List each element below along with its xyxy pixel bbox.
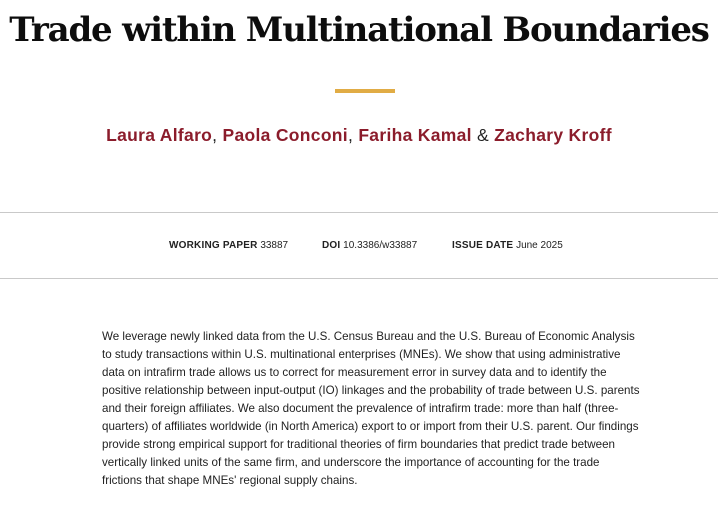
author-link[interactable]: Paola Conconi <box>222 125 348 145</box>
doi-meta <box>322 240 417 251</box>
working-paper-label: WORKING PAPER <box>169 240 258 251</box>
paper-title: Trade within Multinational Boundaries <box>9 10 709 50</box>
author-separator: & <box>477 125 489 145</box>
divider-bottom <box>0 278 718 279</box>
title-accent-rule <box>335 89 395 93</box>
working-paper-meta <box>169 240 288 251</box>
author-link[interactable]: Fariha Kamal <box>358 125 472 145</box>
author-link[interactable]: Zachary Kroff <box>494 125 612 145</box>
issue-date-value: June 2025 <box>516 240 563 251</box>
divider-top <box>0 212 718 213</box>
issue-date-meta <box>452 240 563 251</box>
doi-value[interactable]: 10.3386/w33887 <box>343 240 418 251</box>
author-separator: , <box>212 125 218 145</box>
author-separator: , <box>347 125 354 145</box>
issue-date-label: ISSUE DATE <box>452 240 514 251</box>
working-paper-number: 33887 <box>260 240 289 251</box>
author-link[interactable]: Laura Alfaro <box>106 125 213 145</box>
abstract-text: We leverage newly linked data from the U.S. Census Bureau and the U.S. Bureau of Economic Analysis to study transactions within U.S. multinational enterprises (MNEs). We show that using administrative data on intrafirm trade allows us to correct for measurement error in survey data and to identify the positive relationship between input-output (IO) linkages and the probability of trade between U.S. parents and their foreign affiliates. We also document the prevalence of intrafirm trade: more than half (three-quarters) of affiliates worldwide (in North America) export to or import from their U.S. parent. Our findings provide strong empirical support for traditional theories of firm boundaries that predict trade between vertically linked units of the same firm, and underscore the importance of accounting for the trade frictions that shape MNEs' regional supply chains. <box>102 330 640 487</box>
author-list <box>100 123 618 147</box>
doi-label: DOI <box>322 240 341 251</box>
